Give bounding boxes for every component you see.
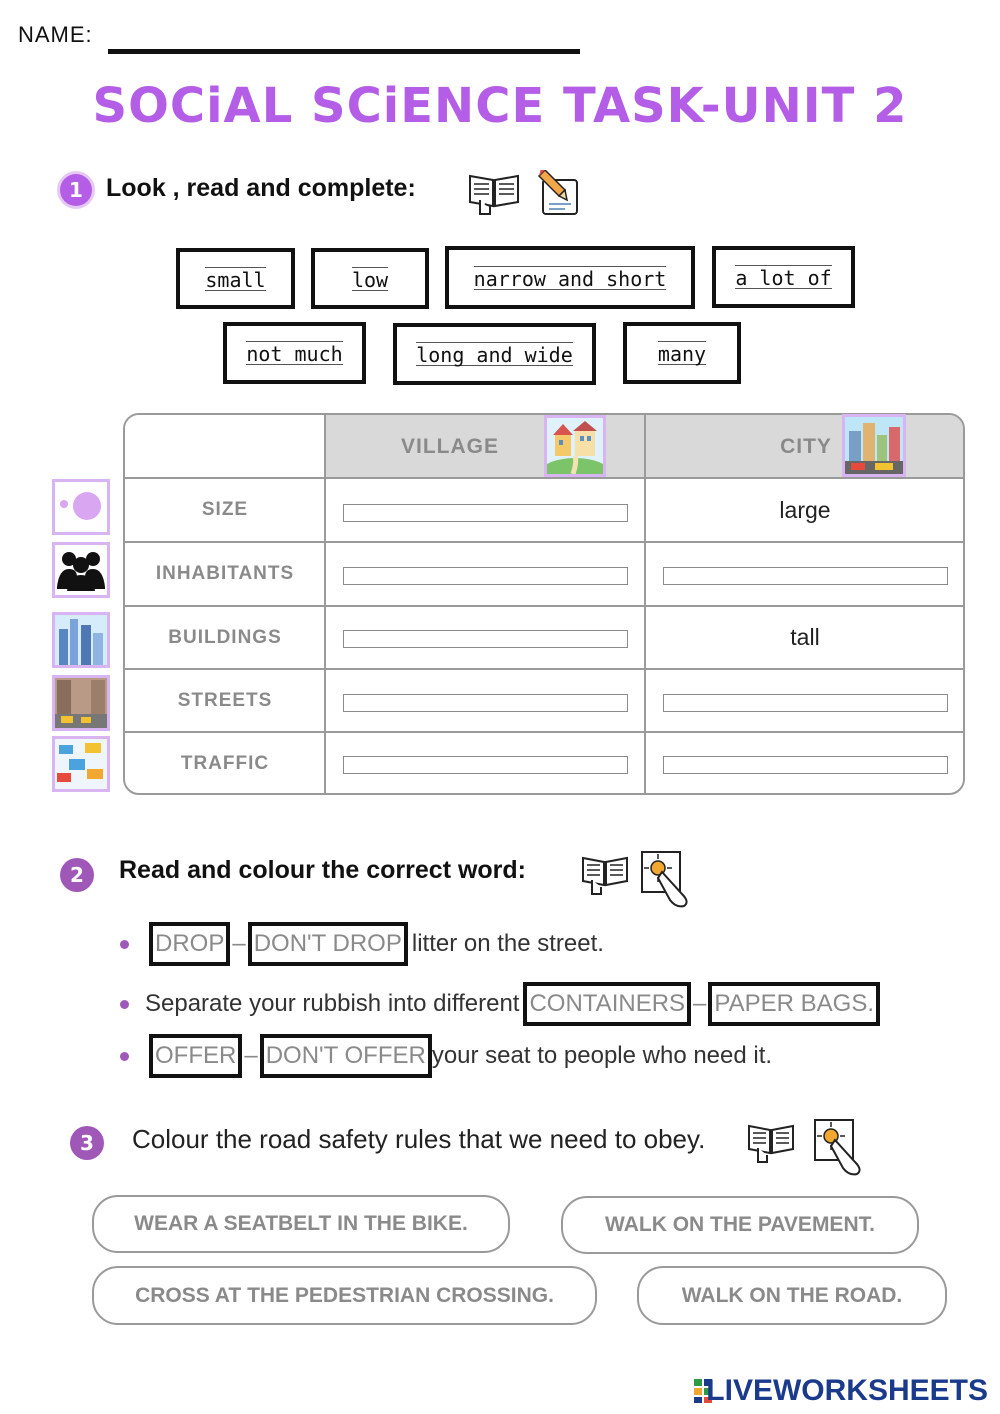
option-paper-bags[interactable]: PAPER BAGS.	[708, 982, 880, 1026]
answer-slot[interactable]	[663, 694, 948, 712]
option-containers[interactable]: CONTAINERS	[523, 982, 691, 1026]
answer-slot[interactable]	[663, 567, 948, 585]
separator: –	[693, 990, 707, 1017]
open-book-pointing-icon	[746, 1120, 796, 1166]
rule-option[interactable]: CROSS AT THE PEDESTRIAN CROSSING.	[92, 1266, 597, 1325]
sentence-text: Separate your rubbish into different	[145, 990, 520, 1017]
word-label: narrow and short	[473, 266, 667, 291]
city-street-icon	[52, 675, 110, 731]
table-corner	[125, 415, 325, 478]
row-label-traffic: TRAFFIC	[180, 753, 270, 774]
word-bank-item[interactable]	[445, 246, 695, 309]
sentence-1	[120, 922, 604, 966]
col-divider	[644, 415, 646, 793]
section-3-number: 3	[70, 1126, 104, 1160]
bullet	[120, 1052, 129, 1061]
word-label: a lot of	[735, 266, 832, 290]
answer-slot[interactable]	[343, 694, 628, 712]
word-label: small	[205, 267, 266, 292]
sentence-text: litter on the street.	[411, 930, 604, 957]
option-drop[interactable]: DROP	[149, 922, 230, 966]
row-label-inhabitants: INHABITANTS	[155, 563, 295, 584]
word-bank-item[interactable]	[311, 248, 429, 309]
row-label-size: SIZE	[201, 499, 249, 520]
sentence-text: your seat to people who need it.	[431, 1042, 773, 1069]
answer-slot[interactable]	[343, 504, 628, 522]
city-buildings-value: tall	[790, 624, 820, 650]
answer-slot[interactable]	[663, 756, 948, 774]
open-book-pointing-icon	[466, 168, 522, 220]
word-bank-item[interactable]	[176, 248, 295, 309]
colouring-hand-icon	[812, 1118, 870, 1176]
name-line	[108, 49, 580, 54]
village-header: VILLAGE	[325, 415, 645, 478]
section-1-number: 1	[60, 174, 92, 206]
page-title: SOCiAL SCiENCE TASK-UNIT 2	[92, 78, 908, 134]
row-label-buildings: BUILDINGS	[168, 626, 282, 648]
word-bank-item[interactable]	[623, 322, 741, 384]
pencil-paper-icon	[535, 170, 585, 218]
word-label: low	[351, 267, 389, 292]
bullet	[120, 1000, 129, 1009]
city-header: CITY	[645, 415, 965, 478]
word-label: not much	[246, 342, 343, 366]
sentence-2	[120, 982, 880, 1026]
skyscrapers-icon	[52, 612, 110, 668]
size-circles-icon	[52, 479, 110, 535]
traffic-icon	[52, 736, 110, 792]
rule-option[interactable]: WEAR A SEATBELT IN THE BIKE.	[92, 1195, 510, 1253]
word-bank-item[interactable]	[393, 323, 596, 385]
village-picture-icon	[544, 415, 606, 477]
city-picture-icon	[842, 414, 906, 477]
section-3-instruction: Colour the road safety rules that we need to obey.	[132, 1124, 706, 1154]
row-label-streets: STREETS	[177, 689, 273, 711]
section-2-instruction: Read and colour the correct word:	[119, 856, 527, 884]
brand-wordmark: LIVEWORKSHEETS	[706, 1374, 988, 1407]
answer-slot[interactable]	[343, 567, 628, 585]
word-label: long and wide	[416, 343, 573, 367]
rule-option[interactable]: WALK ON THE ROAD.	[637, 1266, 947, 1325]
city-size-value: large	[779, 497, 831, 523]
section-1-instruction: Look , read and complete:	[106, 174, 416, 202]
answer-slot[interactable]	[343, 630, 628, 648]
option-dont-offer[interactable]: DON'T OFFER	[260, 1034, 432, 1078]
word-label: many	[657, 342, 707, 366]
word-bank-item[interactable]	[223, 322, 366, 384]
separator: –	[232, 930, 246, 957]
bullet	[120, 940, 129, 949]
colouring-hand-icon	[640, 850, 696, 908]
rule-option[interactable]: WALK ON THE PAVEMENT.	[561, 1196, 919, 1254]
name-label: NAME:	[18, 22, 93, 47]
open-book-pointing-icon	[580, 852, 630, 898]
people-group-icon	[52, 542, 110, 598]
word-bank-item[interactable]	[712, 246, 855, 308]
section-2-number: 2	[60, 858, 94, 892]
option-offer[interactable]: OFFER	[149, 1034, 242, 1078]
option-dont-drop[interactable]: DON'T DROP	[248, 922, 408, 966]
separator: –	[244, 1042, 258, 1069]
answer-slot[interactable]	[343, 756, 628, 774]
sentence-3	[120, 1034, 772, 1078]
